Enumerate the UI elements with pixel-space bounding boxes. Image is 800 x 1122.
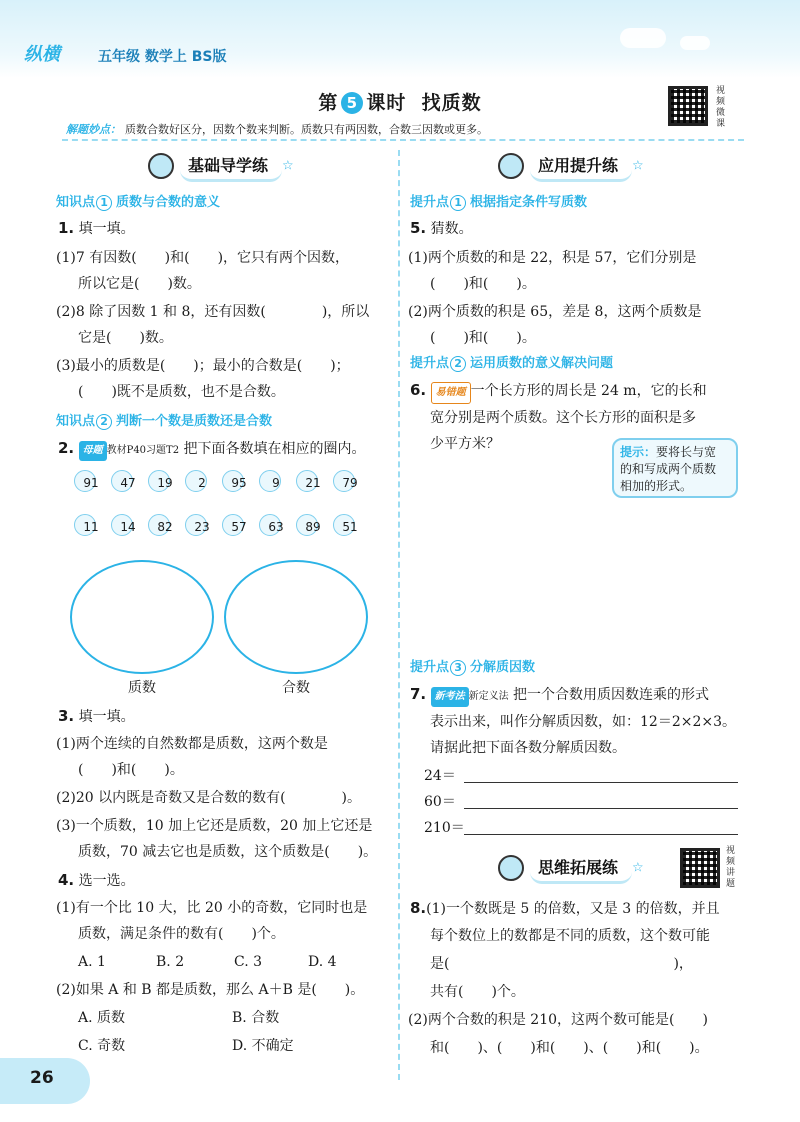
kp-number: 2 [96, 414, 112, 430]
question-line: 质数，70 减去它也是质数，这个质数是( )。 [78, 844, 378, 860]
question-line: (2)两个质数的积是 65，差是 8，这两个质数是 [408, 304, 702, 320]
option[interactable]: C. 奇数 [78, 1038, 126, 1054]
tip-text: 质数合数好区分，因数个数来判断。质数只有两因数，合数三因数或更多。 [125, 123, 488, 136]
number-item: 89 [305, 520, 321, 534]
tip-divider [62, 139, 744, 141]
lesson-prefix: 第 [318, 92, 339, 114]
hint-tag: 提示： [620, 445, 657, 459]
source-badge: 母题 [79, 441, 107, 461]
question-line: (3)最小的质数是( )；最小的合数是( )； [56, 358, 350, 374]
improve-point-3: 提升点 3 分解质因数 [410, 660, 536, 675]
question-text: 填一填。 [78, 709, 135, 725]
question-line: 宽分别是两个质数。这个长方形的面积是多 [430, 410, 696, 426]
number-item: 14 [120, 520, 136, 534]
option[interactable]: D. 4 [308, 954, 337, 970]
number-item: 47 [120, 476, 136, 490]
number-item: 9 [272, 476, 280, 490]
question-text: 把下面各数填在相应的圈内。 [183, 441, 366, 457]
answer-line[interactable] [464, 808, 738, 809]
question-line: 表示出来，叫作分解质因数，如：12＝2×2×3。 [430, 714, 736, 730]
question-3-title [58, 706, 135, 727]
error-prone-badge: 易错题 [431, 382, 471, 404]
star-icon: ☆ [282, 158, 294, 174]
question-2-title [58, 438, 366, 461]
question-number: 7. [410, 685, 427, 703]
section-extension [498, 852, 644, 886]
section-basic [148, 150, 294, 184]
answer-line[interactable] [464, 782, 738, 783]
question-text: 猜数。 [430, 221, 473, 237]
section-title: 应用提升练 [530, 150, 632, 182]
question-line: 它是( )数。 [78, 330, 173, 346]
number-item: 63 [268, 520, 284, 534]
new-method-badge: 新考法 [431, 687, 469, 707]
question-8 [410, 898, 720, 919]
prime-label: 质数 [128, 680, 156, 696]
question-line: (1)两个连续的自然数都是质数，这两个数是 [56, 736, 328, 752]
question-line: 质数，满足条件的数有( )个。 [78, 926, 285, 942]
number-item: 95 [231, 476, 247, 490]
kp-text: 判断一个数是质数还是合数 [116, 414, 273, 429]
page-number: 26 [30, 1068, 54, 1088]
question-line: (2)两个合数的积是 210，这两个数可能是( ) [408, 1012, 708, 1028]
number-item: 19 [157, 476, 173, 490]
cloud-decoration [680, 36, 710, 50]
number-item: 82 [157, 520, 173, 534]
kp-text: 质数与合数的意义 [116, 195, 221, 210]
number-item: 57 [231, 520, 247, 534]
kp-text: 运用质数的意义解决问题 [470, 356, 614, 371]
question-text: 把一个合数用质因数连乘的形式 [513, 687, 710, 703]
question-line: ( )和( )。 [430, 330, 536, 346]
solving-tip [66, 121, 488, 137]
composite-circle[interactable] [224, 560, 368, 674]
cloud-decoration [620, 28, 666, 48]
kp-number: 2 [450, 356, 466, 372]
kp-number: 1 [450, 195, 466, 211]
kp-text: 根据指定条件写质数 [470, 195, 588, 210]
question-text: 一个长方形的周长是 24 m，它的长和 [470, 383, 707, 399]
question-line: 每个数位上的数都是不同的质数，这个数可能 [430, 928, 710, 944]
number-row-1 [74, 470, 374, 500]
question-line: 是( )， [430, 956, 693, 972]
question-7 [410, 684, 709, 707]
number-item: 91 [83, 476, 99, 490]
answer-line[interactable] [464, 834, 738, 835]
option[interactable]: D. 不确定 [232, 1038, 294, 1054]
number-item: 11 [83, 520, 99, 534]
question-number: 6. [410, 381, 427, 399]
question-number: 8. [410, 899, 427, 917]
number-row-2 [74, 514, 374, 544]
improve-point-1: 提升点 1 根据指定条件写质数 [410, 195, 588, 210]
section-application [498, 150, 644, 184]
lesson-number: 5 [341, 92, 363, 114]
question-number: 2. [58, 439, 75, 457]
question-6 [410, 380, 707, 404]
star-icon: ☆ [632, 860, 644, 876]
new-definition-tag: 新定义法 [468, 691, 509, 702]
question-4-title [58, 870, 135, 891]
number-item: 51 [342, 520, 358, 534]
section-title: 基础导学练 [180, 150, 282, 182]
question-line: (1)两个质数的和是 22，积是 57，它们分别是 [408, 250, 697, 266]
factor-label: 210＝ [424, 820, 465, 836]
qr-code-icon[interactable] [680, 848, 720, 888]
option[interactable]: A. 1 [78, 954, 106, 970]
option[interactable]: A. 质数 [78, 1010, 126, 1026]
mascot-icon [498, 855, 524, 881]
qr-code-icon[interactable] [668, 86, 708, 126]
question-line: 和( )、( )和( )、( )和( )。 [430, 1040, 709, 1056]
knowledge-point-2: 知识点 2 判断一个数是质数还是合数 [56, 414, 273, 429]
question-line: ( )既不是质数，也不是合数。 [78, 384, 285, 400]
kp-number: 3 [450, 660, 466, 676]
factor-label: 24＝ [424, 768, 456, 784]
question-number: 5. [410, 219, 427, 237]
question-line: (1)7 有因数( )和( )，它只有两个因数， [56, 250, 350, 266]
mascot-icon [498, 153, 524, 179]
question-line: (2)8 除了因数 1 和 8，还有因数( )，所以 [56, 304, 370, 320]
tip-tag: 解题妙点： [66, 123, 121, 136]
question-number: 1. [58, 219, 75, 237]
column-divider [398, 150, 400, 1080]
number-item: 23 [194, 520, 210, 534]
question-text: 填一填。 [78, 221, 135, 237]
question-5-title [410, 218, 473, 239]
section-title: 思维拓展练 [530, 852, 632, 884]
question-1-title [58, 218, 135, 239]
question-number: 3. [58, 707, 75, 725]
question-line: (1)有一个比 10 大，比 20 小的奇数，它同时也是 [56, 900, 368, 916]
question-line: ( )和( )。 [430, 276, 536, 292]
star-icon: ☆ [632, 158, 644, 174]
lesson-suffix: 课时 [366, 92, 407, 114]
option[interactable]: B. 合数 [232, 1010, 280, 1026]
factor-label: 60＝ [424, 794, 456, 810]
qr-label: 视频微课 [716, 86, 726, 129]
question-number: 4. [58, 871, 75, 889]
prime-circle[interactable] [70, 560, 214, 674]
hint-text: 要将长与宽 [656, 445, 717, 459]
grade-label: 五年级 数学上 BS版 [98, 49, 227, 65]
qr-label: 视频讲题 [726, 846, 736, 889]
composite-label: 合数 [282, 680, 310, 696]
hint-line: 相加的形式。 [620, 479, 693, 493]
question-line: 所以它是( )数。 [78, 276, 201, 292]
question-line: 共有( )个。 [430, 984, 525, 1000]
brand-logo: 纵横 [24, 44, 60, 65]
hint-line [620, 444, 730, 461]
question-text: 选一选。 [78, 873, 135, 889]
kp-text: 分解质因数 [470, 660, 536, 675]
textbook-ref: 教材P40习题T2 [106, 445, 180, 456]
question-line: ( )和( )。 [78, 762, 184, 778]
kp-number: 1 [96, 195, 112, 211]
option[interactable]: C. 3 [234, 954, 263, 970]
question-line: 少平方米？ [430, 436, 500, 452]
hint-line: 的和写成两个质数 [620, 462, 717, 476]
question-line: (2)如果 A 和 B 都是质数，那么 A＋B 是( )。 [56, 982, 365, 998]
number-item: 21 [305, 476, 321, 490]
improve-point-2: 提升点 2 运用质数的意义解决问题 [410, 356, 614, 371]
question-line: (3)一个质数，10 加上它还是质数，20 加上它还是 [56, 818, 373, 834]
hint-box [612, 438, 738, 498]
knowledge-point-1: 知识点 1 质数与合数的意义 [56, 195, 221, 210]
mascot-icon [148, 153, 174, 179]
lesson-name: 找质数 [421, 92, 482, 114]
question-text: (1)一个数既是 5 的倍数，又是 3 的倍数，并且 [426, 901, 720, 917]
question-line: (2)20 以内既是奇数又是合数的数有( )。 [56, 790, 362, 806]
number-item: 2 [198, 476, 206, 490]
number-item: 79 [342, 476, 358, 490]
question-line: 请据此把下面各数分解质因数。 [430, 740, 626, 756]
option[interactable]: B. 2 [156, 954, 185, 970]
